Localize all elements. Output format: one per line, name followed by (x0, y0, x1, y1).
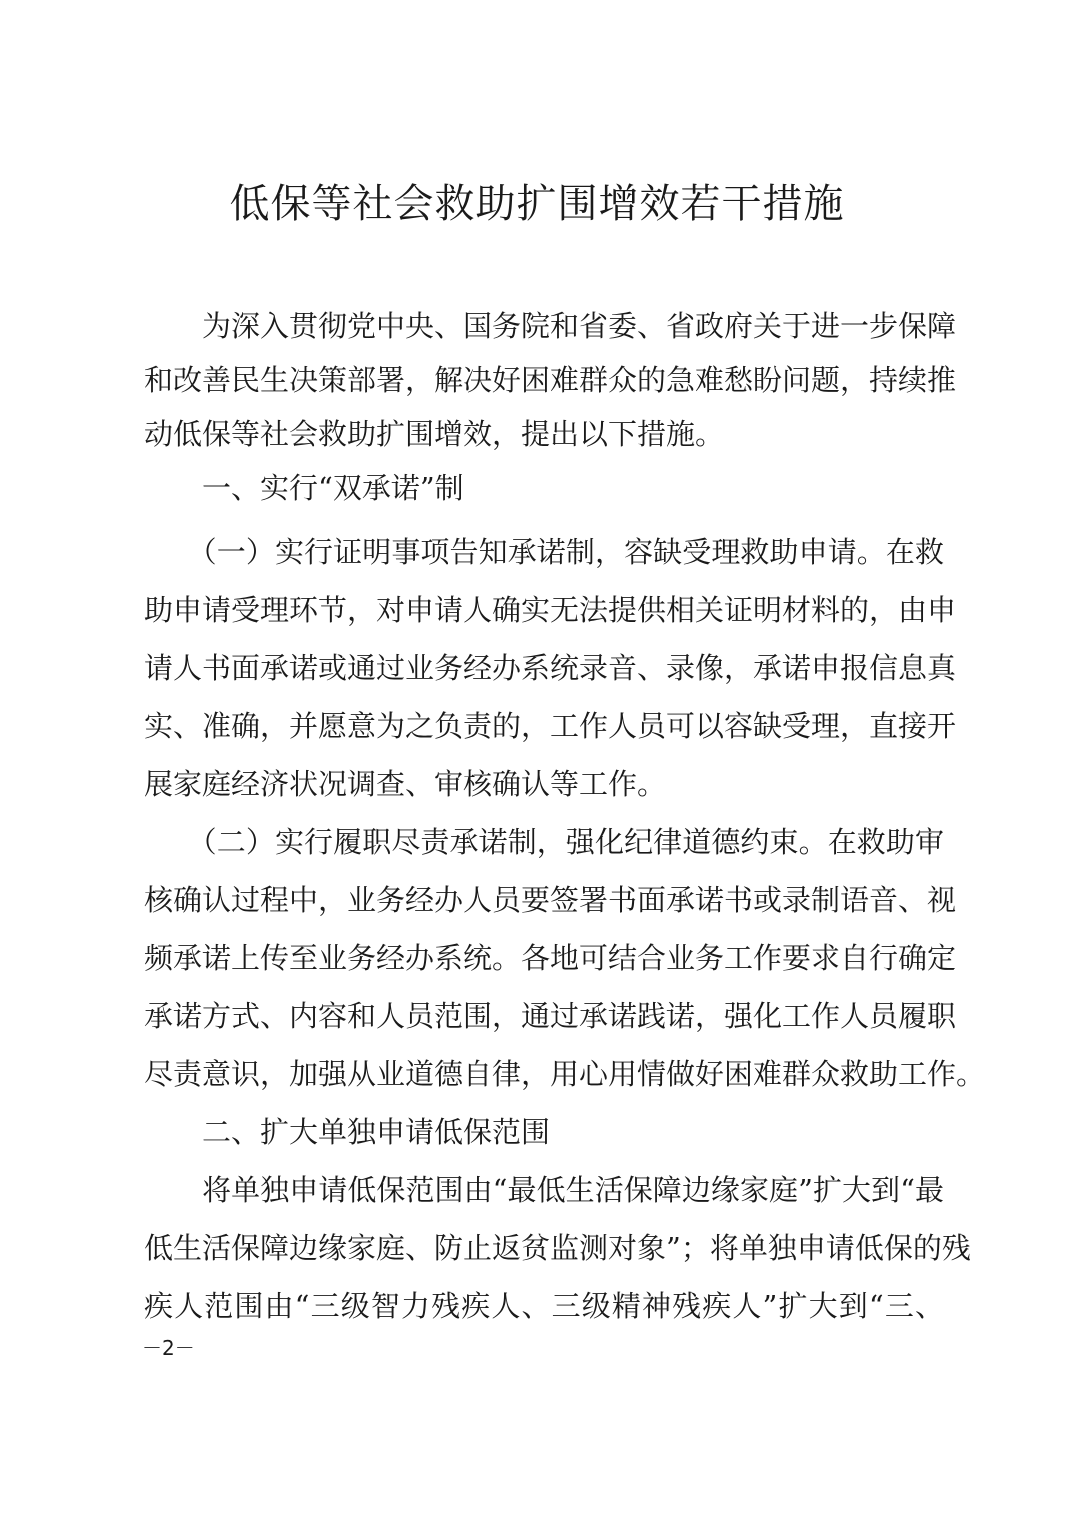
section-heading-1: 一、实行“双承诺”制 (144, 471, 464, 505)
document-title: 低保等社会救助扩围增效若干措施 (229, 181, 845, 227)
paragraph-line: 尽责意识，加强从业道德自律，用心用情做好困难群众救助工作。 (144, 1057, 986, 1091)
paragraph-line: （一）实行证明事项告知承诺制，容缺受理救助申请。在救 (144, 535, 944, 569)
paragraph-line: （二）实行履职尽责承诺制，强化纪律道德约束。在救助审 (144, 825, 944, 859)
paragraph-line: 将单独申请低保范围由“最低生活保障边缘家庭”扩大到“最 (144, 1173, 944, 1207)
paragraph-line: 承诺方式、内容和人员范围，通过承诺践诺，强化工作人员履职 (144, 999, 957, 1033)
paragraph-line: 实、准确，并愿意为之负责的，工作人员可以容缺受理，直接开 (144, 709, 957, 743)
paragraph-line: 和改善民生决策部署，解决好困难群众的急难愁盼问题，持续推 (144, 363, 957, 397)
paragraph-line: 疾人范围由“三级智力残疾人、三级精神残疾人”扩大到“三、 (144, 1289, 944, 1323)
page-number: －2－ (142, 1336, 195, 1360)
paragraph-line: 低生活保障边缘家庭、防止返贫监测对象”；将单独申请低保的残 (144, 1231, 971, 1265)
paragraph-line: 助申请受理环节，对申请人确实无法提供相关证明材料的，由申 (144, 593, 957, 627)
paragraph-line: 请人书面承诺或通过业务经办系统录音、录像，承诺申报信息真 (144, 651, 957, 685)
paragraph-line: 展家庭经济状况调查、审核确认等工作。 (144, 767, 667, 801)
paragraph-line: 核确认过程中，业务经办人员要签署书面承诺书或录制语音、视 (144, 883, 957, 917)
paragraph-line: 频承诺上传至业务经办系统。各地可结合业务工作要求自行确定 (144, 941, 957, 975)
paragraph-line: 动低保等社会救助扩围增效，提出以下措施。 (144, 417, 725, 451)
paragraph-line: 为深入贯彻党中央、国务院和省委、省政府关于进一步保障 (144, 309, 957, 343)
section-heading-2: 二、扩大单独申请低保范围 (144, 1115, 551, 1149)
